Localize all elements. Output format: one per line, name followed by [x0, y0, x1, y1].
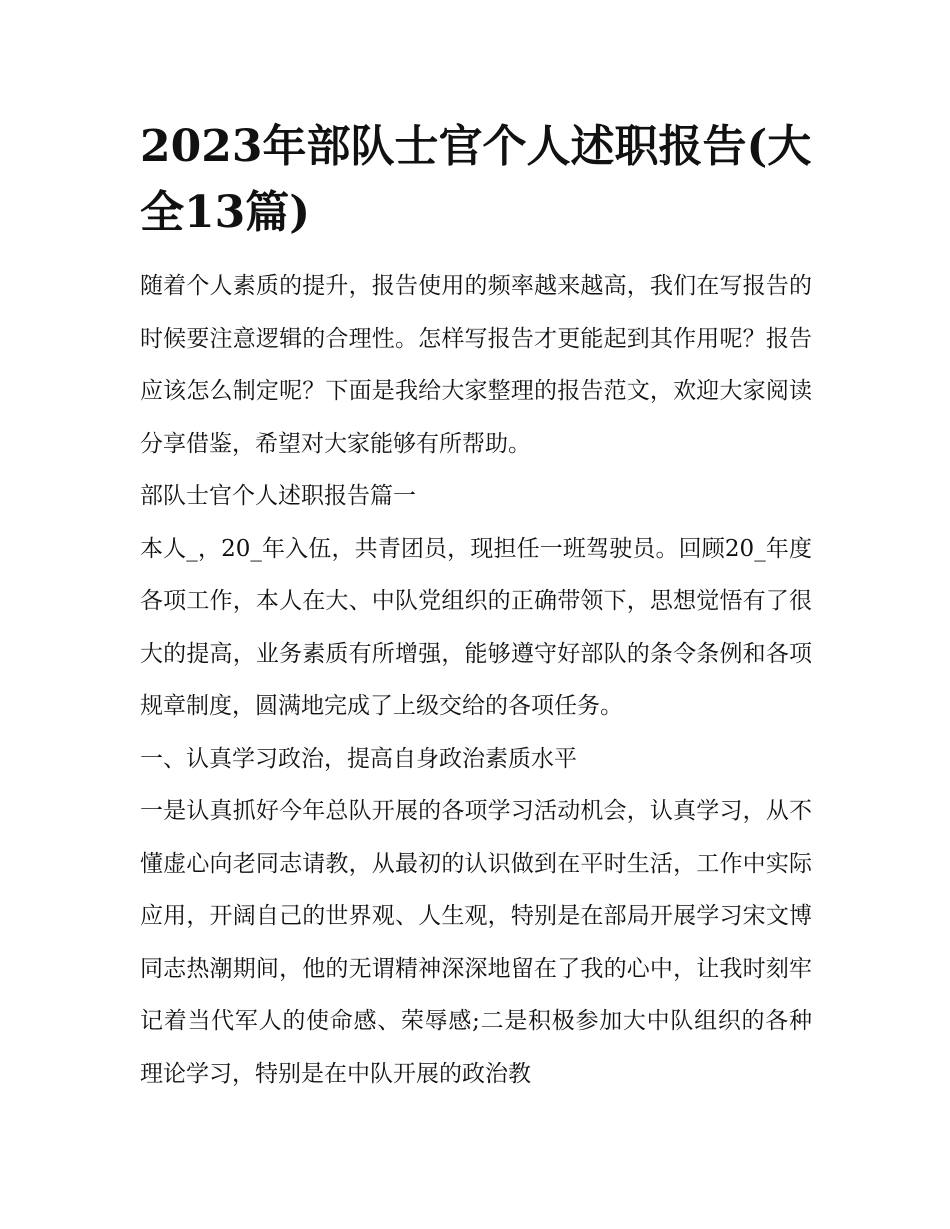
- document-title: 2023年部队士官个人述职报告(大全13篇): [140, 121, 812, 238]
- intro-paragraph: 随着个人素质的提升，报告使用的频率越来越高，我们在写报告的时候要注意逻辑的合理性。怎样写报告才更能起到其作用呢？报告应该怎么制定呢？下面是我给大家整理的报告范文，欢迎大家阅读分享借鉴，希望对大家能够有所帮助。: [140, 273, 812, 457]
- body-paragraph: 本人_，20_年入伍，共青团员，现担任一班驾驶员。回顾20_年度各项工作，本人在大、中队党组织的正确带领下，思想觉悟有了很大的提高，业务素质有所增强，能够遵守好部队的条令条例和各项规章制度，圆满地完成了上级交给的各项任务。: [140, 535, 812, 719]
- section-heading: 部队士官个人述职报告篇一: [140, 483, 416, 509]
- document-body: [140, 260, 812, 1100]
- document-content: [140, 114, 812, 1100]
- subsection-heading: 一、认真学习政治，提高自身政治素质水平: [140, 745, 577, 772]
- body-paragraph: 一是认真抓好今年总队开展的各项学习活动机会，认真学习，从不懂虚心向老同志请教，从最初的认识做到在平时生活，工作中实际应用，开阔自己的世界观、人生观，特别是在部局开展学习宋文博同志热潮期间，他的无谓精神深深地留在了我的心中，让我时刻牢记着当代军人的使命感、荣辱感;二是积极参加大中队组织的各种理论学习，特别是在中队开展的政治教: [140, 798, 812, 1087]
